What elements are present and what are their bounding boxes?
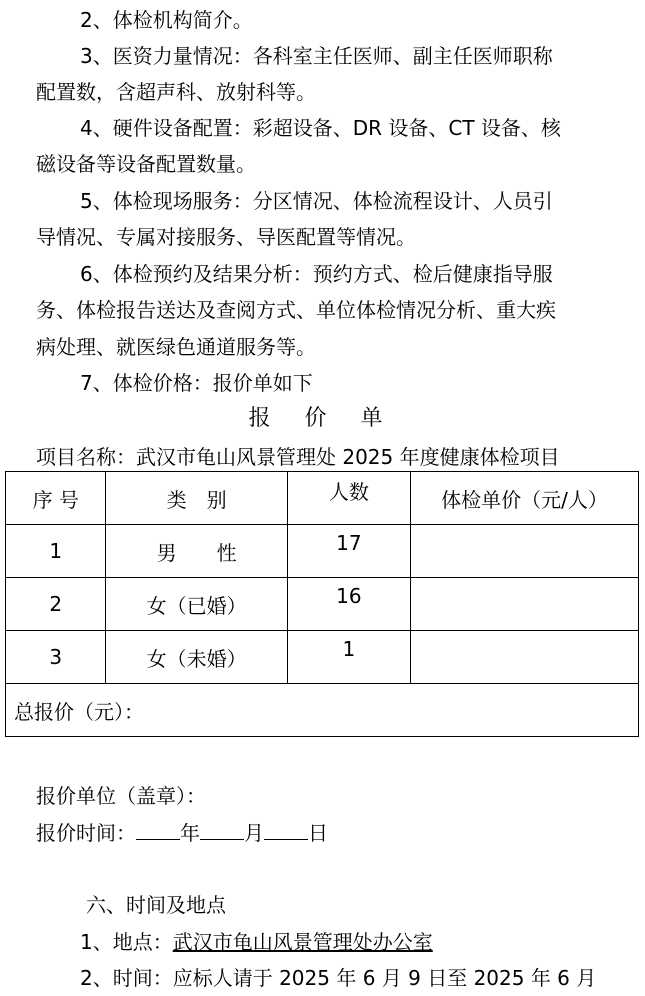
row-count: 16 — [287, 578, 410, 631]
table-row — [6, 525, 639, 578]
quote-table — [5, 471, 639, 737]
section-6-heading: 六、时间及地点 — [86, 893, 226, 917]
time-line: 2、时间：应标人请于 2025 年 6 月 9 日至 2025 年 6 月 — [80, 966, 597, 990]
paragraph-7: 7、体检价格：报价单如下 — [80, 371, 313, 395]
header-number: 序 号 — [6, 472, 106, 525]
row-count: 1 — [287, 631, 410, 684]
paragraph-5-line-1: 5、体检现场服务：分区情况、体检流程设计、人员引 — [80, 189, 553, 213]
header-count: 人数 — [287, 472, 410, 525]
day-blank — [264, 819, 308, 840]
row-category: 女（未婚） — [106, 631, 287, 684]
paragraph-5-line-2: 导情况、专属对接服务、导医配置等情况。 — [36, 225, 416, 249]
row-price — [411, 631, 639, 684]
table-total-row — [6, 684, 639, 737]
location-prefix: 1、地点： — [80, 930, 173, 954]
paragraph-3-line-1: 3、医资力量情况：各科室主任医师、副主任医师职称 — [80, 44, 553, 68]
row-number: 2 — [6, 578, 106, 631]
paragraph-4-line-2: 磁设备等设备配置数量。 — [36, 152, 256, 176]
quote-time-line — [36, 815, 328, 851]
month-blank — [200, 819, 244, 840]
paragraph-6-line-3: 病处理、就医绿色通道服务等。 — [36, 335, 316, 359]
table-row — [6, 631, 639, 684]
row-price — [411, 578, 639, 631]
quote-time-label: 报价时间： — [36, 821, 136, 845]
row-number: 1 — [6, 525, 106, 578]
total-price-label: 总报价（元）： — [6, 684, 639, 737]
location-value: 武汉市龟山风景管理处办公室 — [172, 930, 433, 954]
paragraph-6-line-2: 务、体检报告送达及查阅方式、单位体检情况分析、重大疾 — [36, 298, 556, 322]
row-category: 女（已婚） — [106, 578, 287, 631]
paragraph-6-line-1: 6、体检预约及结果分析：预约方式、检后健康指导服 — [80, 262, 553, 286]
location-line — [80, 924, 645, 960]
header-unit-price: 体检单价（元/人） — [411, 472, 639, 525]
header-category: 类 别 — [106, 472, 287, 525]
paragraph-3-line-2: 配置数，含超声科、放射科等。 — [36, 80, 316, 104]
table-header-row — [6, 472, 639, 525]
row-count: 17 — [287, 525, 410, 578]
quote-title: 报价单 — [248, 406, 417, 431]
month-label: 月 — [244, 821, 264, 845]
quote-unit-label: 报价单位（盖章）： — [36, 784, 206, 808]
row-number: 3 — [6, 631, 106, 684]
paragraph-2: 2、体检机构简介。 — [80, 8, 253, 32]
project-name: 项目名称：武汉市龟山风景管理处 2025 年度健康体检项目 — [36, 445, 560, 469]
year-blank — [136, 819, 180, 840]
table-row — [6, 578, 639, 631]
paragraph-4-line-1: 4、硬件设备配置：彩超设备、DR 设备、CT 设备、核 — [80, 116, 561, 140]
day-label: 日 — [308, 821, 328, 845]
row-category: 男 性 — [106, 525, 287, 578]
row-price — [411, 525, 639, 578]
year-label: 年 — [180, 821, 200, 845]
